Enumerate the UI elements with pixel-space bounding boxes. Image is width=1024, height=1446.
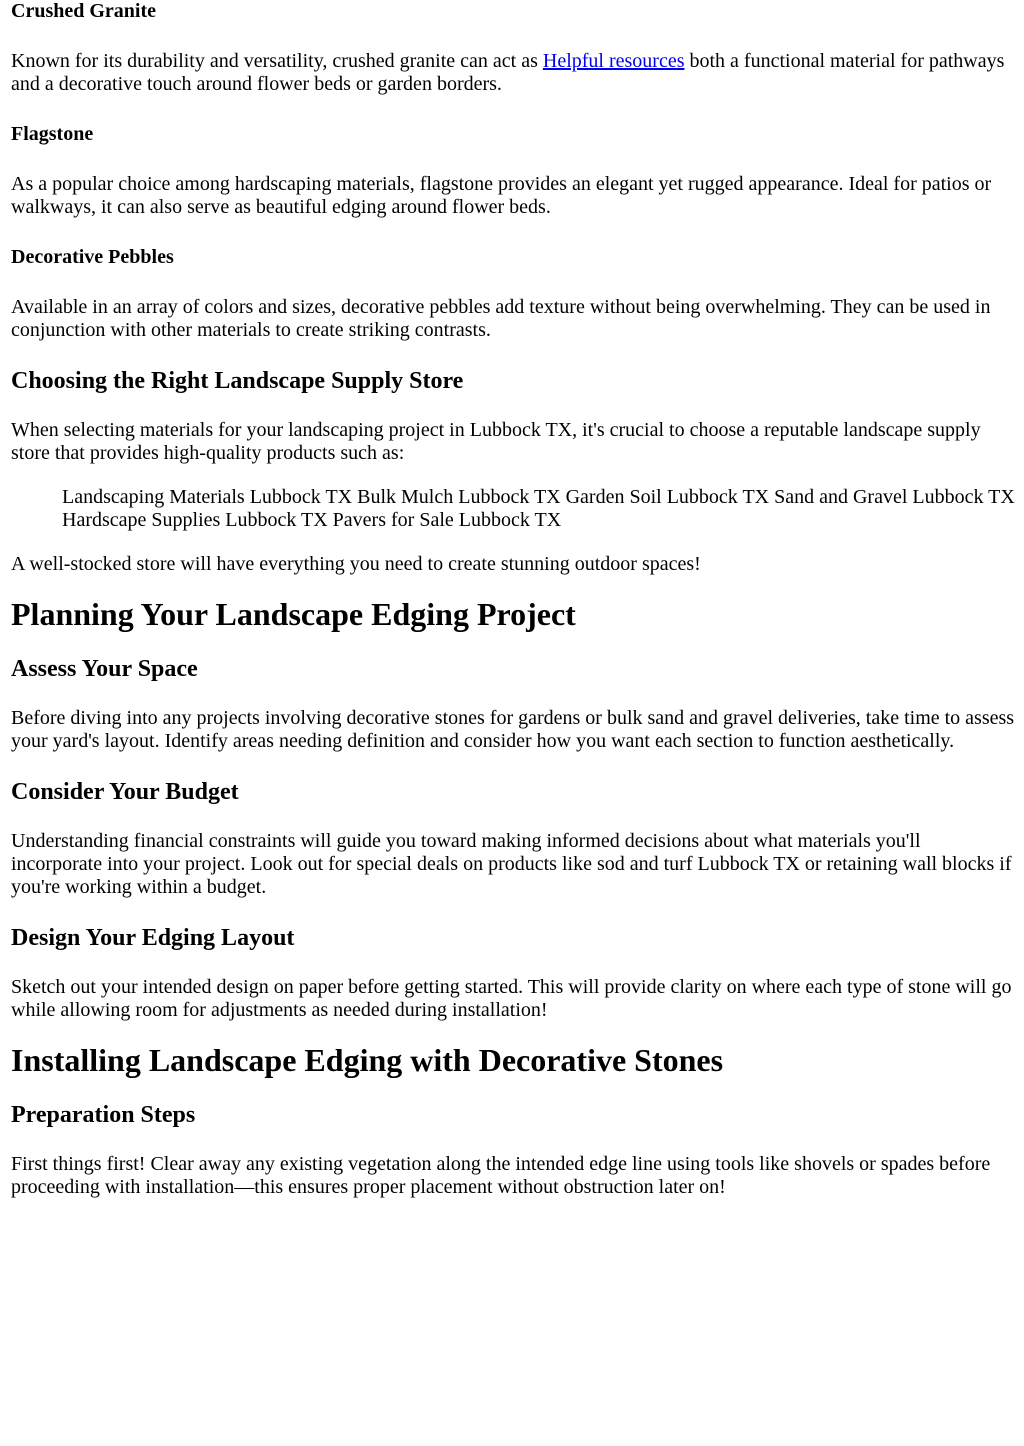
crushed-granite-heading: Crushed Granite — [11, 0, 156, 22]
design-layout-paragraph: Sketch out your intended design on paper before getting started. This will provide clarity on where each type of stone will go while allowing room for adjustments as needed during installation! — [11, 976, 1012, 1021]
flagstone-paragraph: As a popular choice among hardscaping materials, flagstone provides an elegant yet rugged appearance. Ideal for patios or walkways, it can also serve as beautiful edging around flower beds. — [11, 173, 992, 218]
supply-store-intro: When selecting materials for your landscaping project in Lubbock TX, it's crucial to choose a reputable landscape supply store that provides high-quality products such as: — [11, 419, 981, 464]
assess-space-paragraph: Before diving into any projects involving decorative stones for gardens or bulk sand and gravel deliveries, take time to assess your yard's layout. Identify areas needing definition and consider how you want each section to function aesthetically. — [11, 707, 1015, 752]
helpful-resources-link[interactable]: Helpful resources — [542, 50, 685, 72]
product-list-quote: Landscaping Materials Lubbock TX Bulk Mulch Lubbock TX Garden Soil Lubbock TX Sand and Gravel Lubbock TX Hardscape Supplies Lubbock TX Pavers for Sale Lubbock TX — [62, 486, 1015, 531]
decorative-pebbles-paragraph: Available in an array of colors and sizes, decorative pebbles add texture without being overwhelming. They can be used in conjunction with other materials to create striking contrasts. — [11, 296, 991, 341]
supply-store-heading: Choosing the Right Landscape Supply Store — [11, 368, 464, 394]
preparation-steps-heading: Preparation Steps — [11, 1102, 196, 1128]
preparation-steps-paragraph: First things first! Clear away any existing vegetation along the intended edge line using tools like shovels or spades before proceeding with installation—this ensures proper placement without obstruction later on! — [11, 1153, 991, 1198]
budget-heading: Consider Your Budget — [11, 779, 239, 805]
planning-heading: Planning Your Landscape Edging Project — [11, 596, 576, 632]
crushed-granite-text-start: Known for its durability and versatility, crushed granite can act as — [11, 50, 543, 72]
design-layout-heading: Design Your Edging Layout — [11, 925, 295, 951]
assess-space-heading: Assess Your Space — [11, 656, 198, 682]
crushed-granite-paragraph — [11, 50, 1016, 96]
installing-heading: Installing Landscape Edging with Decorative Stones — [11, 1042, 724, 1078]
budget-paragraph: Understanding financial constraints will guide you toward making informed decisions about what materials you'll incorporate into your project. Look out for special deals on products like sod and turf Lubbock TX or retaining wall blocks if you're working within a budget. — [11, 830, 1012, 898]
flagstone-heading: Flagstone — [11, 123, 94, 145]
crushed-granite-text-end: both a functional material for pathways and a decorative touch around flower beds or garden borders. — [11, 50, 1005, 95]
supply-store-outro: A well-stocked store will have everything you need to create stunning outdoor spaces! — [11, 553, 701, 575]
decorative-pebbles-heading: Decorative Pebbles — [11, 246, 174, 268]
